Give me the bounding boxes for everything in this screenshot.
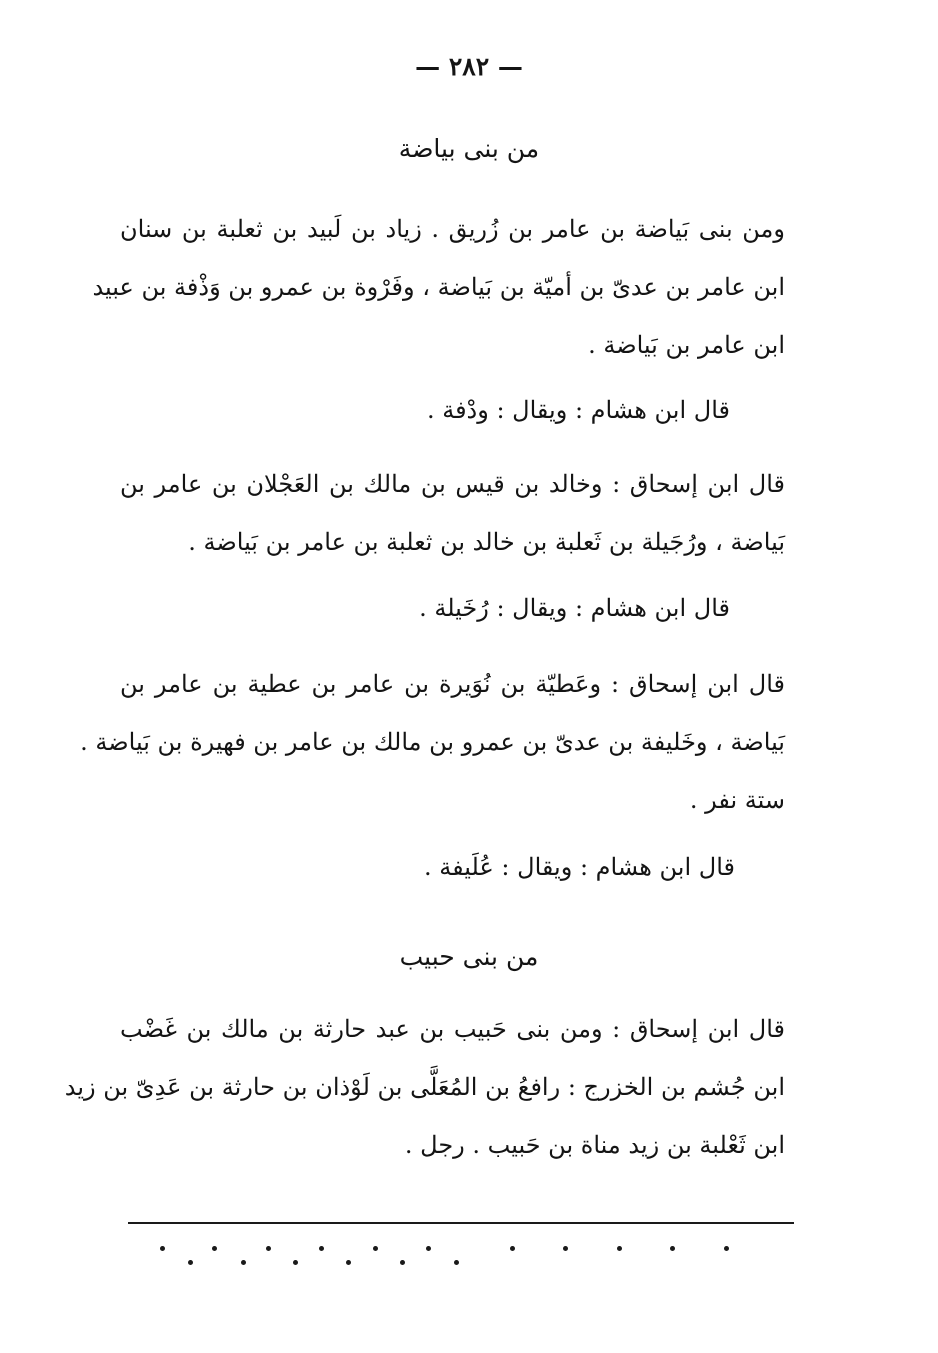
paragraph <box>120 579 785 637</box>
paragraph <box>120 455 785 571</box>
text-line: قال ابن إسحاق : وعَطيّة بن نُوَيرة بن عامر بن عطية بن عامر بن <box>120 670 785 698</box>
text-line: قال ابن إسحاق : وخالد بن قيس بن مالك بن العَجْلان بن عامر بن <box>120 470 785 498</box>
ornament-dot <box>510 1246 515 1251</box>
ornament-dot <box>373 1246 378 1251</box>
paragraph <box>92 200 786 374</box>
ornament-dot <box>160 1246 165 1251</box>
ornament-dot <box>241 1260 246 1265</box>
page-number: — ٢٨٢ — <box>415 52 523 81</box>
text-line: بَياضة ، وخَليفة بن عدىّ بن عمرو بن مالك بن عامر بن فهيرة بن بَياضة . <box>80 728 785 756</box>
text-line: قال ابن هشام : ويقال : عُلَيفة . <box>424 853 735 881</box>
text-line: قال ابن هشام : ويقال : رُخَيلة . <box>419 594 730 622</box>
text-line: ابن جُشم بن الخزرج : رافعُ بن المُعَلَّى بن لَوْذان بن حارثة بن عَدِىّ بن زيد <box>64 1073 785 1101</box>
text-line: ابن عامر بن بَياضة . <box>588 331 785 359</box>
ornament-dot <box>724 1246 729 1251</box>
text-line: ومن بنى بَياضة بن عامر بن زُريق . زياد بن لَبيد بن ثعلبة بن سنان <box>120 215 786 243</box>
ornament-dot <box>400 1260 405 1265</box>
ornament-dot <box>454 1260 459 1265</box>
paragraph <box>120 381 785 439</box>
ornament-dot <box>319 1246 324 1251</box>
section-heading: من بنى بياضة <box>398 134 540 163</box>
ornament-dot <box>426 1246 431 1251</box>
text-line: بَياضة ، ورُجَيلة بن ثَعلبة بن خالد بن ثعلبة بن عامر بن بَياضة . <box>188 528 785 556</box>
ornament-dot <box>617 1246 622 1251</box>
footer-rule <box>128 1222 794 1224</box>
text-line: ابن عامر بن عدىّ بن أميّة بن بَياضة ، وفَرْوة بن عمرو بن وَذْفة بن عبيد <box>92 273 785 301</box>
text-line: ابن ثَعْلبة بن زيد مناة بن حَبيب . رجل . <box>404 1131 785 1159</box>
paragraph <box>64 1000 785 1174</box>
paragraph <box>120 838 785 896</box>
ornament-dot <box>563 1246 568 1251</box>
text-line: قال ابن هشام : ويقال : ودْفة . <box>426 396 730 424</box>
ornament-dot <box>346 1260 351 1265</box>
section-heading: من بنى حبيب <box>399 942 539 971</box>
footer-dot-ornament <box>180 1238 740 1268</box>
ornament-dot <box>188 1260 193 1265</box>
text-line: قال ابن إسحاق : ومن بنى حَبيب بن عبد حارثة بن مالك بن غَضْب <box>120 1015 785 1043</box>
paragraph <box>80 655 785 829</box>
ornament-dot <box>266 1246 271 1251</box>
ornament-dot <box>670 1246 675 1251</box>
ornament-dot <box>212 1246 217 1251</box>
text-line: ستة نفر . <box>689 786 785 814</box>
ornament-dot <box>293 1260 298 1265</box>
